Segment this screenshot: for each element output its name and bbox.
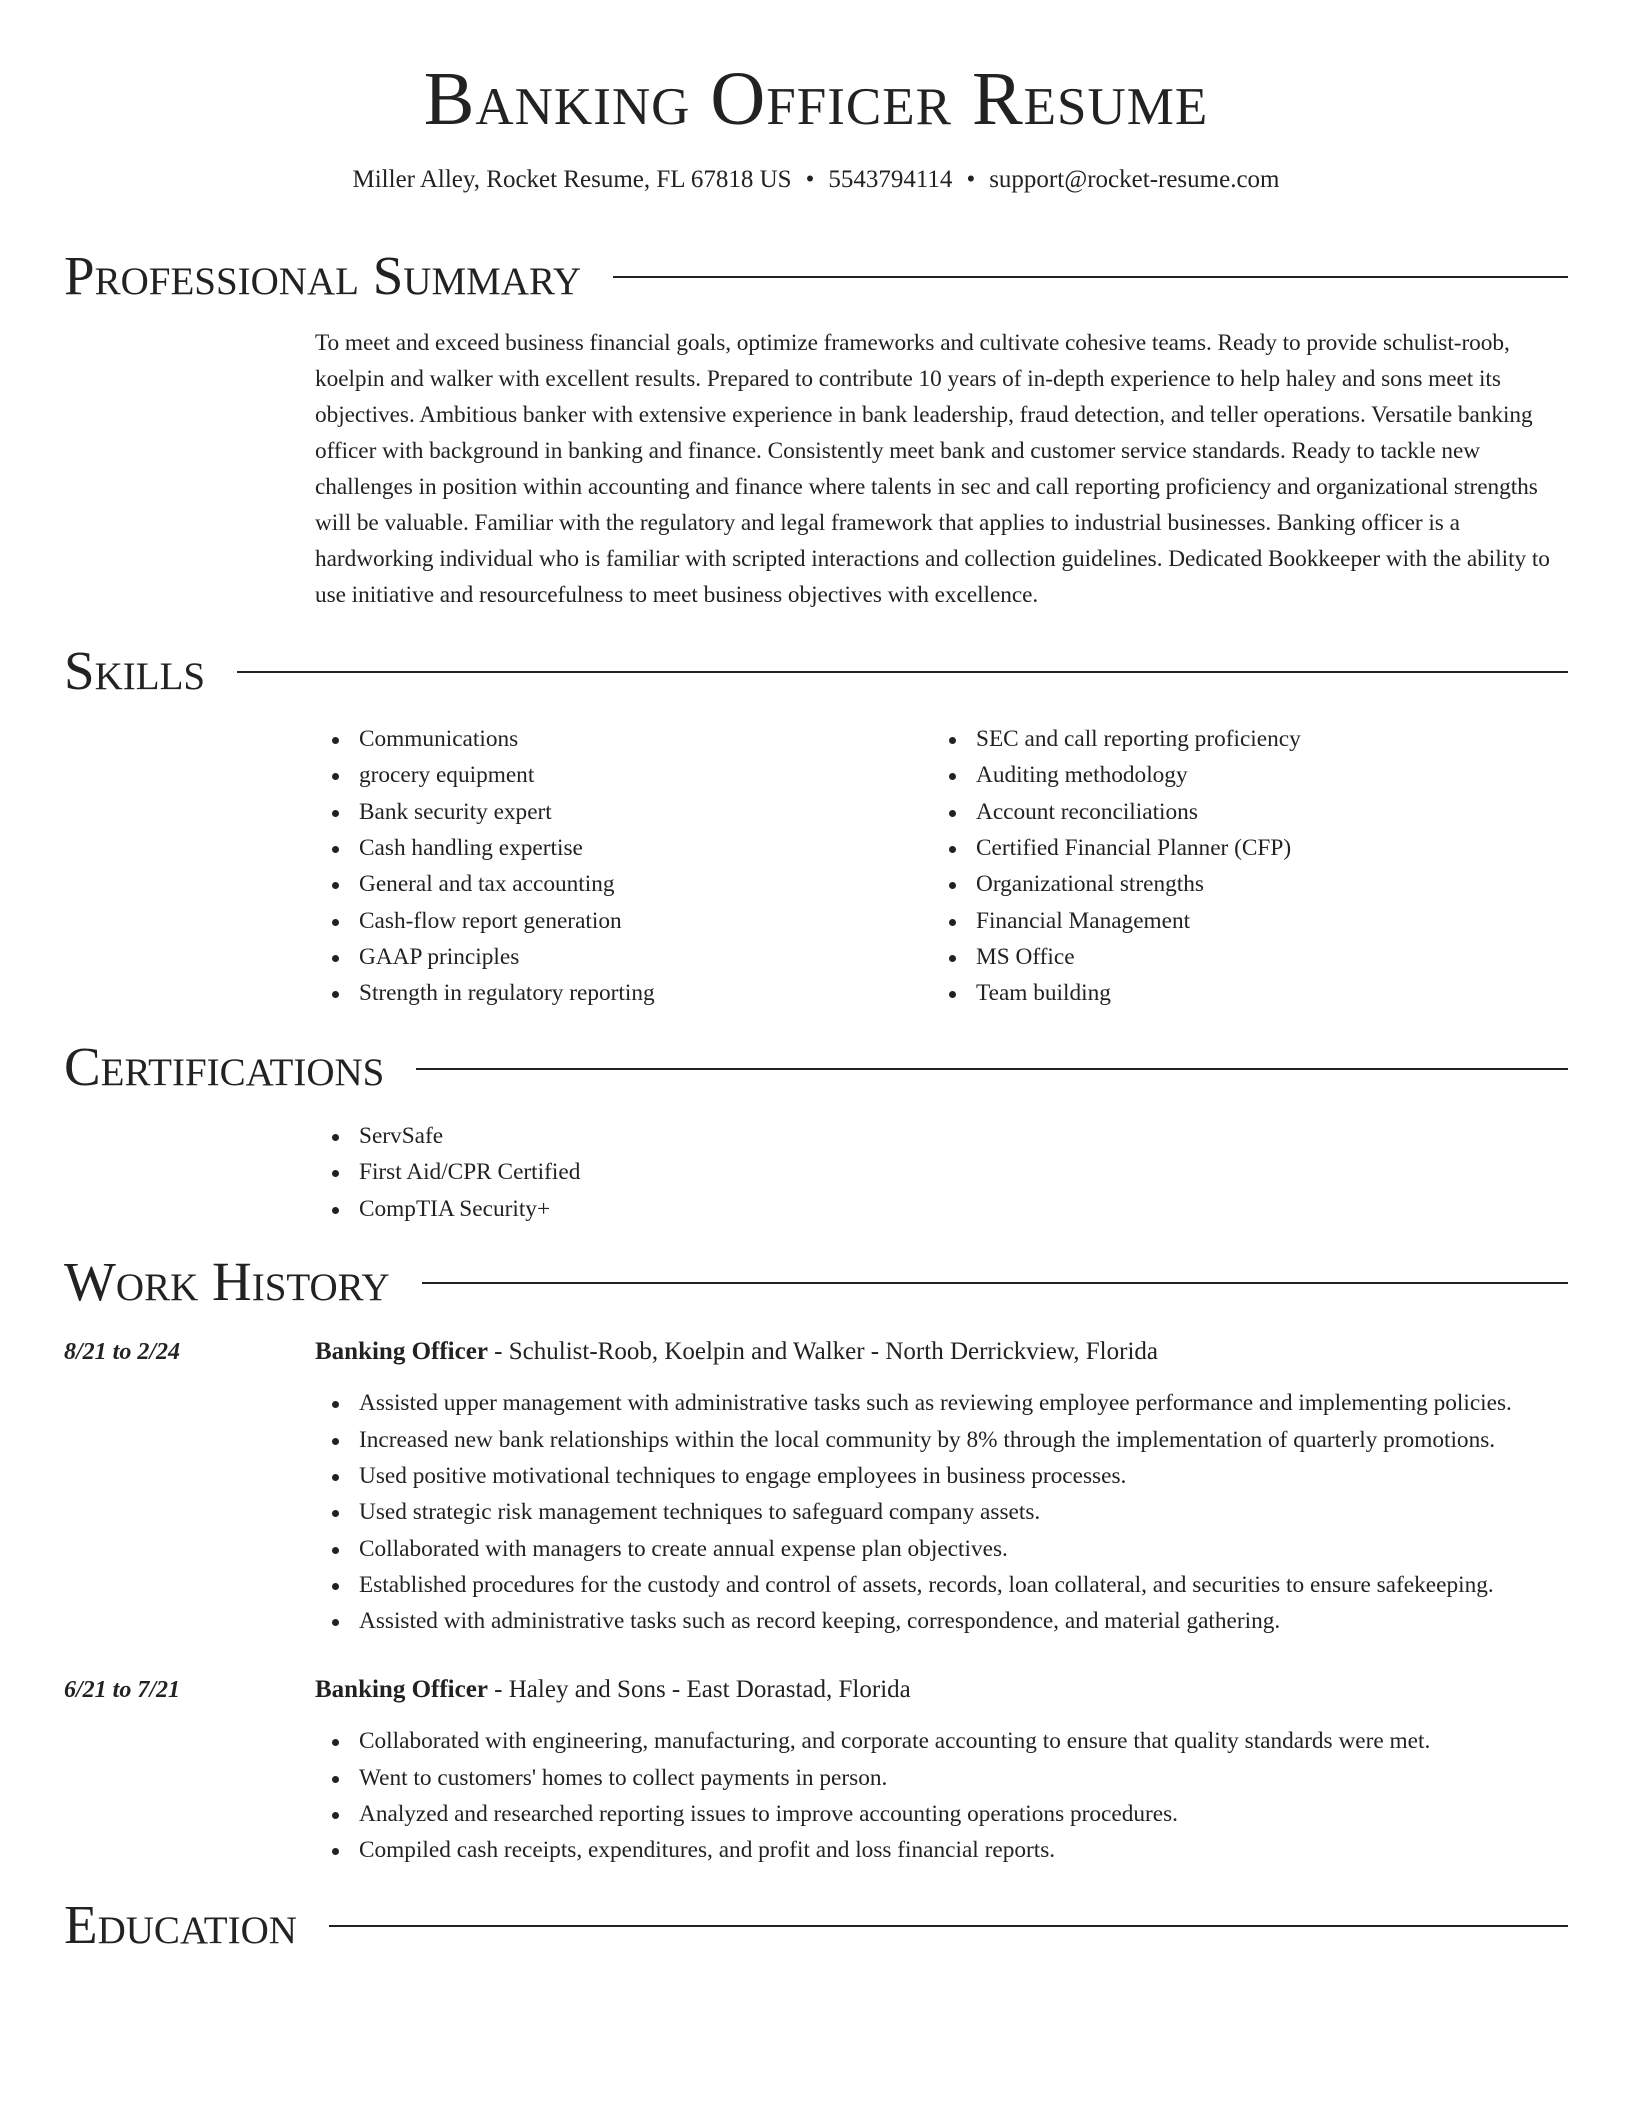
skill-item: MS Office xyxy=(932,939,1549,975)
section-divider xyxy=(237,671,1568,673)
job-entry xyxy=(64,1672,1568,1868)
summary-heading-text: Professional Summary xyxy=(64,245,582,307)
skill-item: Communications xyxy=(315,721,932,757)
job-entry xyxy=(64,1334,1568,1639)
certification-item: ServSafe xyxy=(315,1118,1568,1154)
skill-item: Financial Management xyxy=(932,903,1549,939)
contact-address: Miller Alley, Rocket Resume, FL 67818 US xyxy=(352,165,792,193)
job-duty: Used strategic risk management techniques to safeguard company assets. xyxy=(315,1494,1568,1530)
job-employer: - Haley and Sons - East Dorastad, Florida xyxy=(487,1676,911,1704)
certifications-heading-text: Certifications xyxy=(64,1036,385,1098)
certifications-list xyxy=(315,1118,1568,1227)
contact-separator: • xyxy=(805,165,815,193)
job-duties-list xyxy=(315,1385,1568,1639)
skill-item: Cash handling expertise xyxy=(315,830,932,866)
skill-item: GAAP principles xyxy=(315,939,932,975)
job-dates: 8/21 to 2/24 xyxy=(64,1339,181,1366)
certification-item: First Aid/CPR Certified xyxy=(315,1154,1568,1190)
section-divider xyxy=(422,1282,1568,1284)
education-section xyxy=(64,1895,1568,1956)
job-duty: Used positive motivational techniques to engage employees in business processes. xyxy=(315,1458,1568,1494)
certifications-section xyxy=(64,1037,1568,1226)
skill-item: Bank security expert xyxy=(315,794,932,830)
work-history-heading xyxy=(64,1252,1568,1313)
job-body xyxy=(315,1334,1568,1639)
skill-item: Team building xyxy=(932,975,1549,1011)
section-divider xyxy=(416,1068,1568,1070)
job-duty: Compiled cash receipts, expenditures, and profit and loss financial reports. xyxy=(315,1832,1568,1868)
education-heading xyxy=(64,1895,1568,1956)
skills-columns xyxy=(315,721,1568,1011)
skill-item: grocery equipment xyxy=(315,757,932,793)
job-body xyxy=(315,1672,1568,1868)
contact-separator: • xyxy=(966,165,976,193)
contact-line xyxy=(64,164,1568,197)
resume-title: Banking Officer Resume xyxy=(423,57,1209,141)
skill-item: Auditing methodology xyxy=(932,757,1549,793)
job-title: Banking Officer xyxy=(315,1338,488,1366)
work-history-section xyxy=(64,1252,1568,1869)
contact-phone: 5543794114 xyxy=(828,165,953,193)
summary-text: To meet and exceed business financial goals, optimize frameworks and cultivate cohesive teams. Ready to provide schulist-roob, koelpin and walker with excellent results. Prepared to contribute 10 years of in-depth experience to help haley and sons meet its objectives. Ambitious banker with extensive experience in bank leadership, fraud detection, and teller operations. Versatile banking officer with background in banking and finance. Consistently meet bank and customer service standards. Ready to tackle new challenges in position within accounting and finance where talents in sec and call reporting proficiency and organizational strengths will be valuable. Familiar with the regulatory and legal framework that applies to industrial businesses. Banking officer is a hardworking individual who is familiar with scripted interactions and collection guidelines. Dedicated Bookkeeper with the ability to use initiative and resourcefulness to meet business objectives with excellence. xyxy=(315,329,1550,608)
job-title-line xyxy=(315,1334,1568,1370)
skill-item: Organizational strengths xyxy=(932,866,1549,902)
job-duty: Collaborated with engineering, manufacturing, and corporate accounting to ensure that quality standards were met. xyxy=(315,1723,1568,1759)
job-duty: Increased new bank relationships within the local community by 8% through the implementation of quarterly promotions. xyxy=(315,1422,1568,1458)
job-duty: Collaborated with managers to create annual expense plan objectives. xyxy=(315,1531,1568,1567)
education-heading-text: Education xyxy=(64,1893,297,1955)
job-employer: - Schulist-Roob, Koelpin and Walker - North Derrickview, Florida xyxy=(487,1338,1158,1366)
job-duty: Assisted upper management with administrative tasks such as reviewing employee performance and implementing policies. xyxy=(315,1385,1568,1421)
job-title: Banking Officer xyxy=(315,1676,488,1704)
job-duty: Analyzed and researched reporting issues to improve accounting operations procedures. xyxy=(315,1796,1568,1832)
job-duty: Assisted with administrative tasks such as record keeping, correspondence, and material gathering. xyxy=(315,1603,1568,1639)
certifications-heading xyxy=(64,1037,1568,1098)
job-duties-list xyxy=(315,1723,1568,1868)
skill-item: Strength in regulatory reporting xyxy=(315,975,932,1011)
job-title-line xyxy=(315,1672,1568,1708)
section-divider xyxy=(613,276,1568,278)
section-divider xyxy=(329,1925,1568,1927)
skill-item: Cash-flow report generation xyxy=(315,903,932,939)
job-dates: 6/21 to 7/21 xyxy=(64,1677,181,1704)
skill-item: SEC and call reporting proficiency xyxy=(932,721,1549,757)
work-history-heading-text: Work History xyxy=(64,1250,390,1312)
skills-list-right xyxy=(932,721,1549,1011)
summary-heading xyxy=(64,246,1568,307)
contact-email: support@rocket-resume.com xyxy=(989,165,1280,193)
skill-item: Account reconciliations xyxy=(932,794,1549,830)
job-duty: Established procedures for the custody and control of assets, records, loan collateral, and securities to ensure safekeeping. xyxy=(315,1567,1568,1603)
skills-section xyxy=(64,641,1568,1012)
skill-item: General and tax accounting xyxy=(315,866,932,902)
job-duty: Went to customers' homes to collect payments in person. xyxy=(315,1760,1568,1796)
skills-heading-text: Skills xyxy=(64,639,206,701)
skills-list-left xyxy=(315,721,932,1011)
summary-section xyxy=(64,246,1568,613)
skill-item: Certified Financial Planner (CFP) xyxy=(932,830,1549,866)
certification-item: CompTIA Security+ xyxy=(315,1191,1568,1227)
skills-heading xyxy=(64,641,1568,702)
